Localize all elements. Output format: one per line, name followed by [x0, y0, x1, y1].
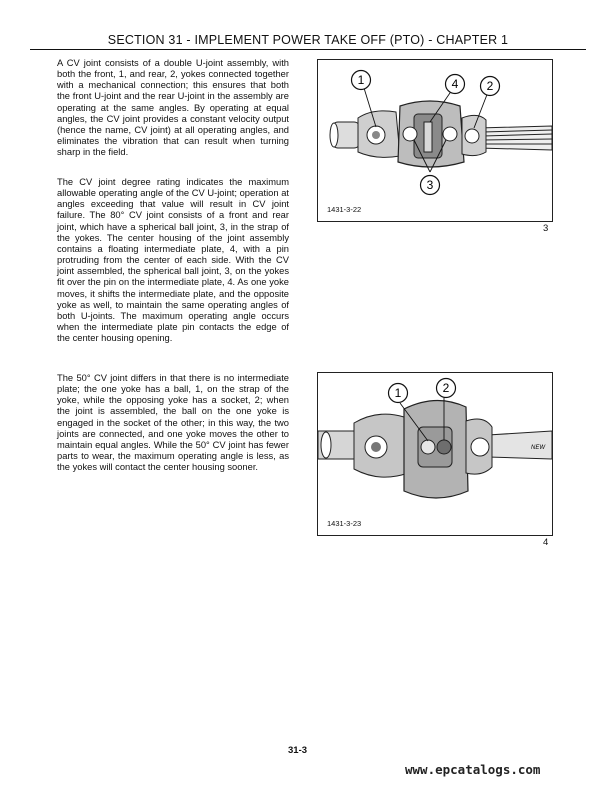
callout-1: 1 — [357, 73, 365, 87]
header-divider — [30, 49, 586, 50]
shaft-lettering: NEW — [531, 445, 545, 451]
figure-80-degree-cv-joint — [317, 59, 553, 222]
paragraph-cv-joint-intro: A CV joint consists of a double U-joint assembly, with both the front, 1, and rear, 2, yokes connected together with a mechanical connection; this ensures that both the front U-joint and the rear U-joint in the assembly are operating at the same angles. By operating at equal angles, the CV joint provides a constant velocity output (hence the name, CV joint) at all operating angles, and eliminates the vibration that can result when turning sharp in the field. — [57, 58, 289, 158]
callout-2: 2 — [442, 381, 450, 395]
figure-number: 3 — [543, 223, 549, 234]
figure-reference: 1431-3-23 — [327, 519, 362, 528]
figure-50-degree-cv-joint — [317, 372, 553, 536]
cv-joint-illustration-50 — [318, 373, 552, 535]
callout-3: 3 — [426, 178, 434, 192]
figure-number: 4 — [543, 537, 549, 548]
callout-4: 4 — [451, 77, 459, 91]
page-header: SECTION 31 - IMPLEMENT POWER TAKE OFF (PTO) - CHAPTER 1 — [107, 33, 509, 47]
paragraph-50-degree-joint: The 50° CV joint differs in that there is no intermediate plate; the one yoke has a ball, 1, on the strap of the yoke, while the opposing yoke has a socket, 2; when the joint is assembled, the ball on the one yoke is engaged in the socket of the other; in this way, the two joints are connected, and one yoke moves the other to maintain equal angles. While the 50° CV joint has fewer parts to wear, the maximum operating angle is less, as the yokes will contact the center housing sooner. — [57, 373, 289, 473]
paragraph-cv-degree-rating: The CV joint degree rating indicates the maximum allowable operating angle of the CV U-joint; operation at angles exceeding that value will result in CV joint failure. The 80° CV joint consists of a front and rear joint, which have a spherical ball joint, 3, in the strap of the yokes. The center housing of the joint assembly contains a floating intermediate plate, 4, with a pin protruding from the center of each side. With the CV joint assembled, the spherical ball joint, 3, on the yokes fit over the pin on the intermediate plate, 4. As one yoke moves, it shifts the intermediate plate, and the opposite yoke as well, to maintain the same operating angles of both U-joints. The maximum operating angle occurs when the intermediate plate pin contacts the edge of the center housing opening. — [57, 177, 289, 344]
page-number: 31-3 — [288, 745, 308, 756]
cv-joint-illustration-80 — [318, 60, 552, 221]
callout-2: 2 — [486, 79, 494, 93]
watermark-link[interactable]: www.epcatalogs.com — [405, 762, 541, 777]
callout-1: 1 — [394, 386, 402, 400]
figure-reference: 1431-3-22 — [327, 205, 362, 214]
